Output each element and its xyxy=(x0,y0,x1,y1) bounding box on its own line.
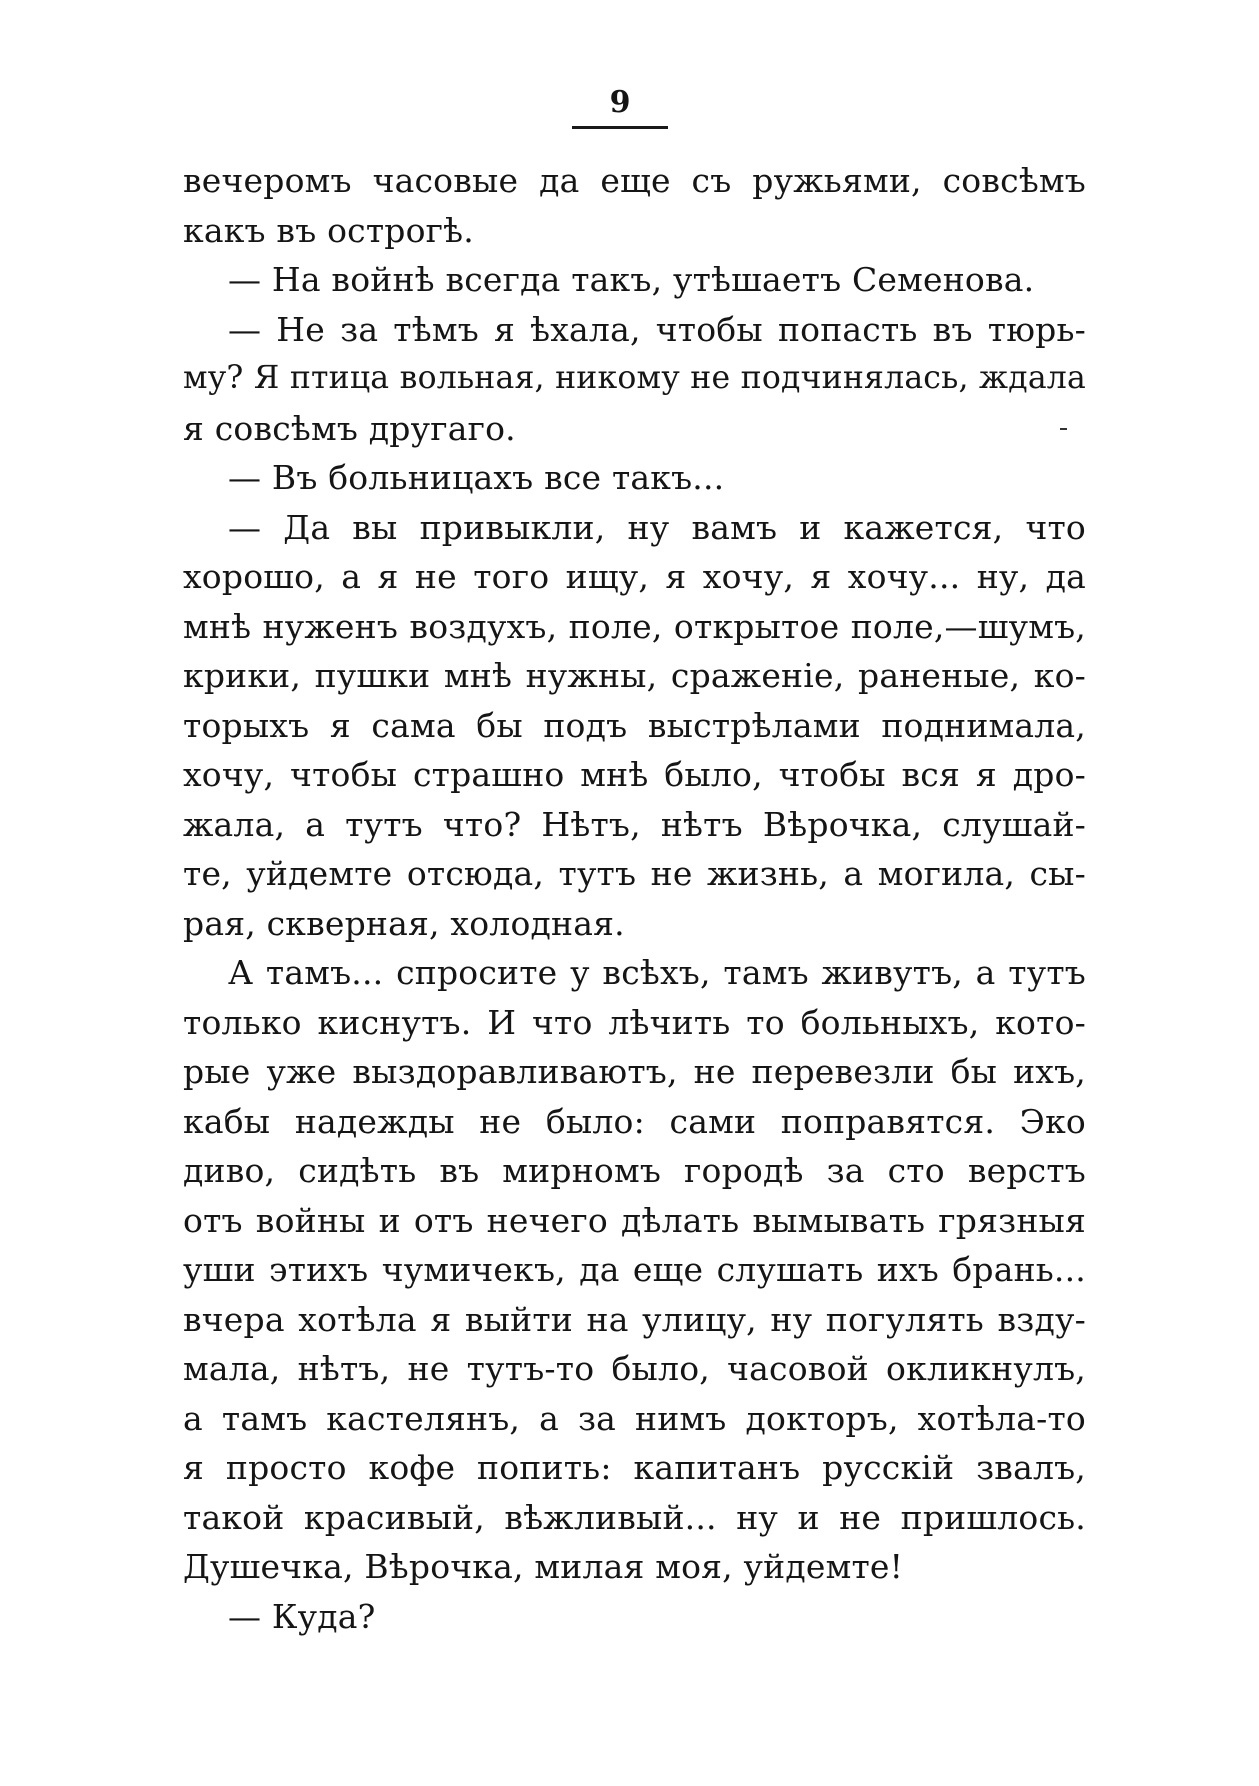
text-line: крики, пушки мнѣ нужны, сраженіе, раненые, ко- xyxy=(183,656,1086,695)
text-line: рые уже выздоравливаютъ, не перевезли бы ихъ, xyxy=(183,1052,1086,1091)
text-line: я совсѣмъ другаго. xyxy=(183,408,516,448)
text-line: такой красивый, вѣжливый... ну и не пришлось. xyxy=(183,1497,1086,1537)
text-line: — На войнѣ всегда такъ, утѣшаетъ Семенова. xyxy=(228,260,1035,299)
text-line: Душечка, Вѣрочка, милая моя, уйдемте! xyxy=(183,1547,904,1586)
text-line: вчера хотѣла я выйти на улицу, ну погулять взду- xyxy=(183,1299,1086,1339)
text-line: я просто кофе попить: капитанъ русскій звалъ, xyxy=(183,1448,1086,1487)
text-line: только киснутъ. И что лѣчить то больныхъ, кото- xyxy=(183,1002,1086,1042)
text-line: мала, нѣтъ, не тутъ-то было, часовой окликнулъ, xyxy=(183,1349,1086,1388)
page-number-block xyxy=(566,86,674,129)
text-line: хочу, чтобы страшно мнѣ было, чтобы вся я дро- xyxy=(183,755,1086,794)
text-line: жала, а тутъ что? Нѣтъ, нѣтъ Вѣрочка, слушай- xyxy=(183,804,1086,844)
text-line: кабы надежды не было: сами поправятся. Эко xyxy=(183,1101,1086,1141)
text-line: вечеромъ часовые да еще съ ружьями, совсѣмъ xyxy=(183,161,1086,200)
text-line: диво, сидѣть въ мирномъ городѣ за сто верстъ xyxy=(183,1151,1086,1190)
text-line: рая, скверная, холодная. xyxy=(183,903,625,943)
page-text xyxy=(183,156,1086,1641)
text-line: уши этихъ чумичекъ, да еще слушать ихъ брань... xyxy=(183,1250,1086,1289)
text-line: — Не за тѣмъ я ѣхала, чтобы попасть въ тюрь- xyxy=(228,309,1086,349)
text-line: — Да вы привыкли, ну вамъ и кажется, что xyxy=(228,507,1086,547)
page-number-rule xyxy=(572,126,668,129)
text-line: какъ въ острогѣ. xyxy=(183,210,474,250)
text-line: а тамъ кастелянъ, а за нимъ докторъ, хотѣла-то xyxy=(183,1398,1086,1438)
text-line: — Въ больницахъ все такъ... xyxy=(228,458,725,497)
text-line: му? Я птица вольная, никому не подчинялась, ждала xyxy=(183,360,1086,396)
text-line: — Куда? xyxy=(228,1596,376,1636)
text-line: те, уйдемте отсюда, тутъ не жизнь, а могила, сы- xyxy=(183,854,1086,893)
text-line: торыхъ я сама бы подъ выстрѣлами поднимала, xyxy=(183,705,1086,745)
text-line: мнѣ нуженъ воздухъ, поле, открытое поле,—шумъ, xyxy=(183,606,1086,646)
text-line: отъ войны и отъ нечего дѣлать вымывать грязныя xyxy=(183,1200,1086,1240)
page-number: 9 xyxy=(609,85,631,120)
text-line: хорошо, а я не того ищу, я хочу, я хочу... ну, да xyxy=(183,557,1086,596)
text-line: А тамъ... спросите у всѣхъ, тамъ живутъ, а тутъ xyxy=(228,953,1086,992)
